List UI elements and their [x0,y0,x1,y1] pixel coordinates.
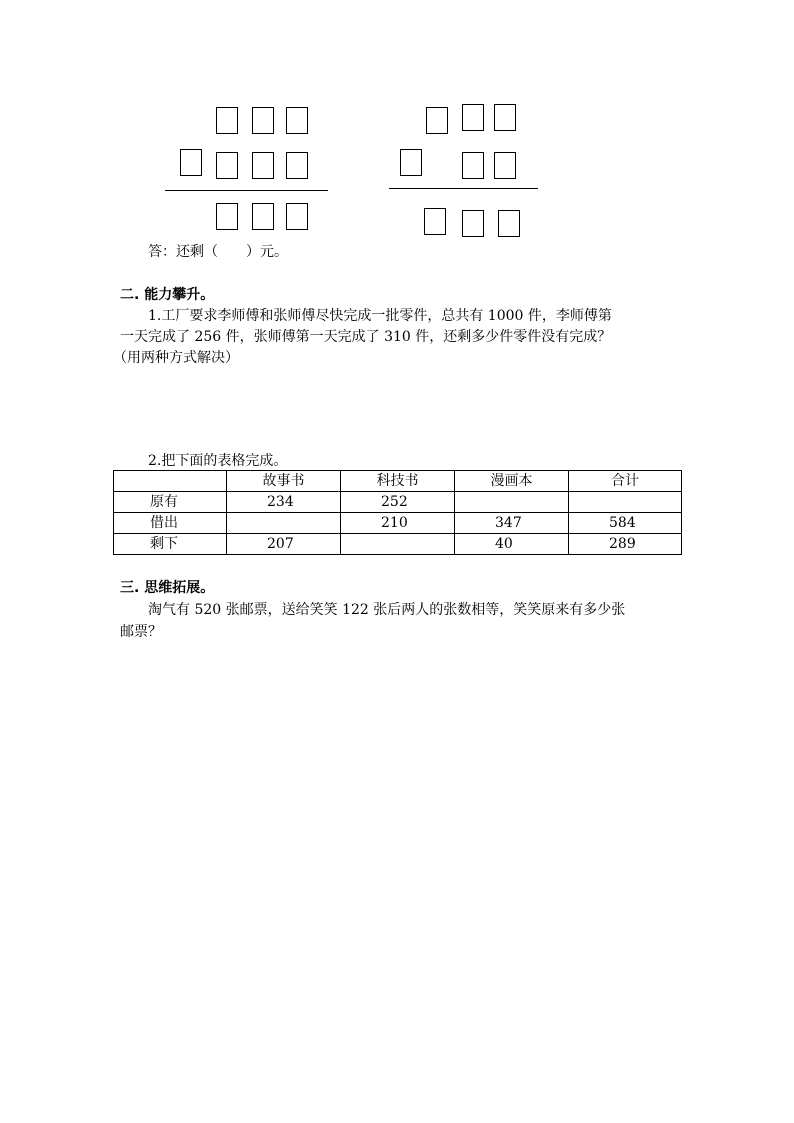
question-text: 1.工厂要求李师傅和张师傅尽快完成一批零件，总共有 1000 件，李师傅第 [148,308,612,324]
question-text: 一天完成了 256 件，张师傅第一天完成了 310 件，还剩多少件零件没有完成？ [120,329,612,345]
table-cell[interactable]: 289 [569,534,682,555]
table-row-label: 剩下 [114,534,227,555]
answer-box[interactable] [400,149,422,176]
answer-box[interactable] [216,152,238,179]
answer-box[interactable] [498,210,520,237]
table-row [114,492,682,513]
question-text: 2.把下面的表格完成。 [148,453,288,469]
table-cell[interactable]: 234 [227,492,341,513]
answer-box[interactable] [426,107,448,134]
answer-box[interactable] [494,152,516,179]
table-cell[interactable]: 347 [455,513,569,534]
answer-box[interactable] [286,107,308,134]
answer-box[interactable] [462,210,484,237]
fill-in-table [113,470,682,555]
table-cell[interactable]: 40 [455,534,569,555]
table-cell[interactable] [227,513,341,534]
answer-statement: 答：还剩（ ）元。 [148,244,288,260]
question-text: （用两种方式解决） [113,350,239,366]
table-cell[interactable]: 252 [341,492,455,513]
table-cell[interactable] [341,534,455,555]
table-header-cell: 故事书 [227,471,341,492]
table-header-cell: 科技书 [341,471,455,492]
answer-box[interactable] [252,203,274,230]
answer-box[interactable] [252,152,274,179]
table-row-label: 借出 [114,513,227,534]
table-cell[interactable]: 584 [569,513,682,534]
answer-box[interactable] [494,104,516,131]
table-header-cell: 合计 [569,471,682,492]
table-row [114,513,682,534]
answer-box[interactable] [180,149,202,176]
table-header-cell: 漫画本 [455,471,569,492]
answer-box[interactable] [286,203,308,230]
table-cell[interactable] [455,492,569,513]
question-text: 淘气有 520 张邮票，送给笑笑 122 张后两人的张数相等，笑笑原来有多少张 [148,602,626,618]
table-header-cell [114,471,227,492]
answer-box[interactable] [462,152,484,179]
answer-box[interactable] [216,203,238,230]
table-cell[interactable] [569,492,682,513]
question-text: 邮票？ [120,624,162,640]
calculation-divider [389,188,538,189]
table-row-label: 原有 [114,492,227,513]
table-row [114,534,682,555]
answer-box[interactable] [286,152,308,179]
answer-box[interactable] [252,107,274,134]
answer-box[interactable] [462,104,484,131]
table-header-row [114,471,682,492]
answer-box[interactable] [216,107,238,134]
table-cell[interactable]: 207 [227,534,341,555]
answer-box[interactable] [424,208,446,235]
calculation-divider [165,190,328,191]
section-title: 二. 能力攀升。 [120,287,215,303]
table-cell[interactable]: 210 [341,513,455,534]
section-title: 三. 思维拓展。 [120,580,215,596]
